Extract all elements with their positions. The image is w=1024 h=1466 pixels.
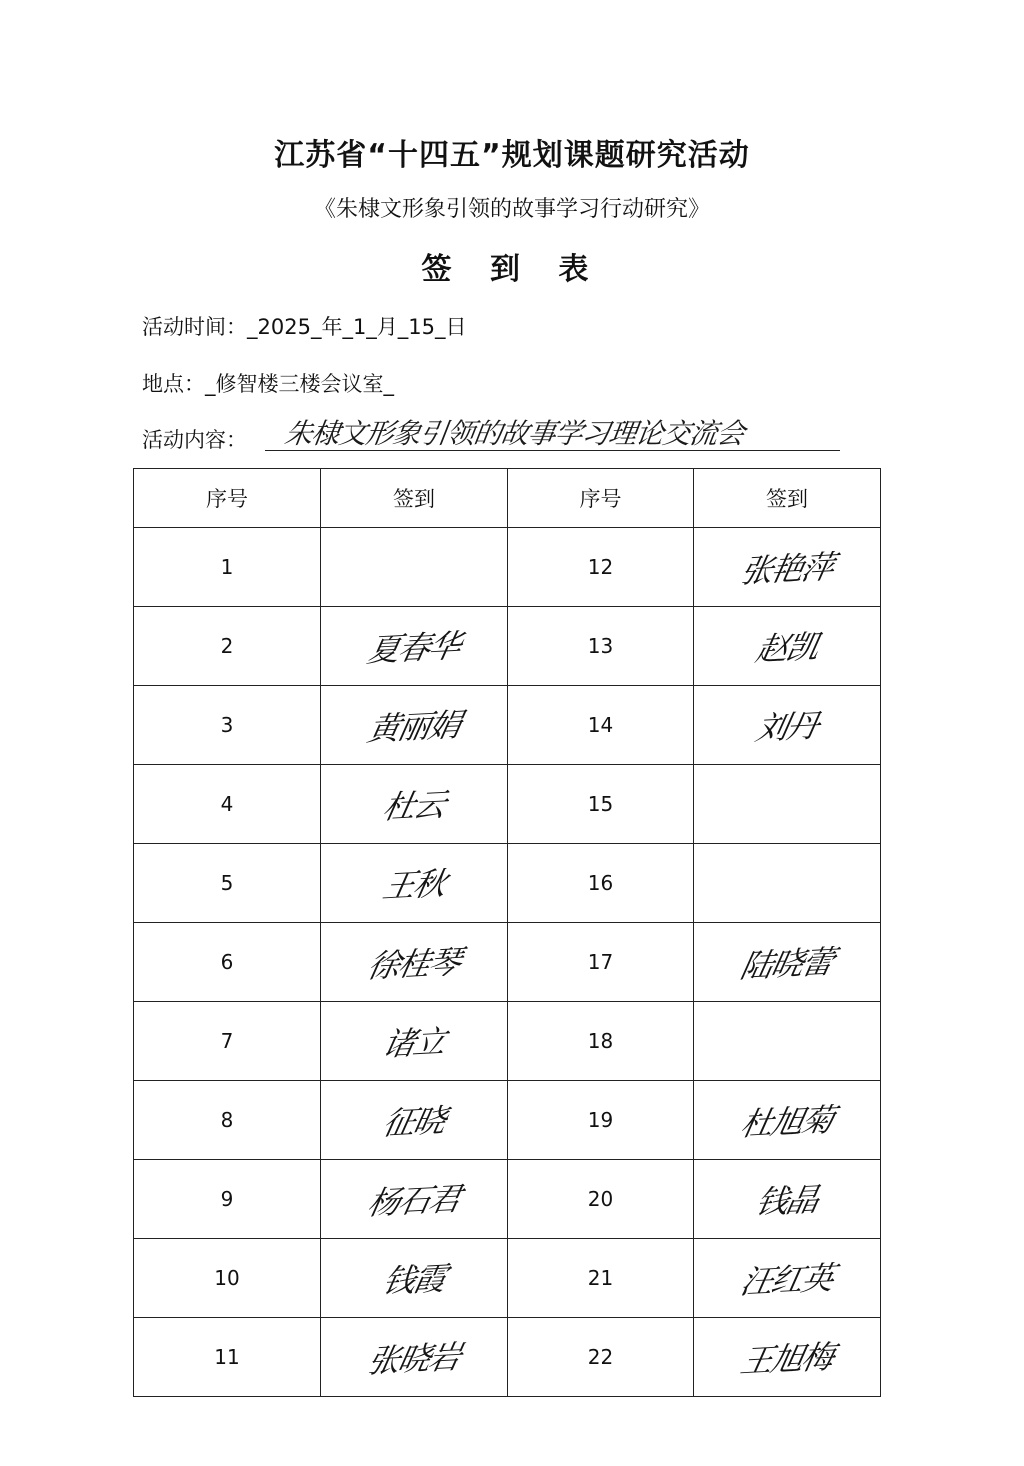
table-row (134, 1239, 881, 1318)
signature-left: 黄丽娟 (364, 705, 463, 749)
table-row (134, 528, 881, 607)
signature-left: 杨石君 (364, 1179, 463, 1223)
signature-left: 徐桂琴 (364, 942, 463, 986)
signature-right: 赵凯 (752, 627, 821, 669)
row-number-right: 21 (508, 1239, 694, 1318)
row-number-right: 18 (508, 1002, 694, 1081)
signature-right-cell (694, 1002, 881, 1081)
signature-right: 张艳萍 (737, 547, 836, 591)
row-number-left: 2 (134, 607, 321, 686)
table-row (134, 1081, 881, 1160)
signature-left-cell (321, 528, 508, 607)
signature-left-cell (321, 844, 508, 923)
signature-left-cell (321, 1002, 508, 1081)
table-row (134, 1318, 881, 1397)
signature-left-cell (321, 607, 508, 686)
row-number-right: 15 (508, 765, 694, 844)
signature-left: 诸立 (379, 1022, 448, 1064)
table-row (134, 1160, 881, 1239)
signature-left: 夏春华 (364, 626, 463, 670)
activity-content-handwritten: 朱棣文形象引领的故事学习理论交流会 (282, 417, 747, 450)
header-sign-left: 签到 (321, 469, 508, 528)
header-sign-right: 签到 (694, 469, 881, 528)
row-number-right: 16 (508, 844, 694, 923)
table-row (134, 765, 881, 844)
signature-left-cell (321, 1239, 508, 1318)
signature-left-cell (321, 686, 508, 765)
signature-right: 陆晓蕾 (737, 942, 836, 986)
activity-time: 活动时间：_2025_年_1_月_15_日 (142, 315, 467, 339)
row-number-left: 4 (134, 765, 321, 844)
row-number-right: 13 (508, 607, 694, 686)
signature-right-cell (694, 1318, 881, 1397)
row-number-left: 1 (134, 528, 321, 607)
table-row (134, 607, 881, 686)
signature-left: 张晓岩 (364, 1337, 463, 1381)
row-number-left: 9 (134, 1160, 321, 1239)
row-number-right: 22 (508, 1318, 694, 1397)
table-row (134, 923, 881, 1002)
signature-left: 征晓 (379, 1101, 448, 1143)
signature-right: 刘丹 (752, 706, 821, 748)
row-number-left: 3 (134, 686, 321, 765)
row-number-right: 20 (508, 1160, 694, 1239)
signature-right-cell (694, 923, 881, 1002)
signature-left-cell (321, 765, 508, 844)
row-number-right: 19 (508, 1081, 694, 1160)
table-row (134, 844, 881, 923)
signature-right-cell (694, 844, 881, 923)
activity-content-label: 活动内容： (142, 428, 247, 452)
activity-place: 地点：_修智楼三楼会议室_ (142, 372, 394, 396)
row-number-right: 14 (508, 686, 694, 765)
table-header-row (134, 469, 881, 528)
signature-left: 钱霞 (379, 1259, 448, 1301)
row-number-left: 5 (134, 844, 321, 923)
table-row (134, 686, 881, 765)
row-number-left: 11 (134, 1318, 321, 1397)
signature-right-cell (694, 765, 881, 844)
row-number-left: 10 (134, 1239, 321, 1318)
signature-right-cell (694, 686, 881, 765)
row-number-right: 17 (508, 923, 694, 1002)
signature-right-cell (694, 528, 881, 607)
signin-table (133, 468, 881, 1397)
signature-left-cell (321, 923, 508, 1002)
row-number-right: 12 (508, 528, 694, 607)
row-number-left: 7 (134, 1002, 321, 1081)
row-number-left: 6 (134, 923, 321, 1002)
signature-right-cell (694, 1081, 881, 1160)
signature-right-cell (694, 1160, 881, 1239)
signature-right: 杜旭菊 (737, 1100, 836, 1144)
project-subtitle: 《朱棣文形象引领的故事学习行动研究》 (313, 197, 710, 222)
row-number-left: 8 (134, 1081, 321, 1160)
signature-right: 汪红英 (737, 1258, 836, 1302)
header-index-left: 序号 (134, 469, 321, 528)
signature-left: 王秋 (379, 864, 448, 906)
sheet-title: 签 到 表 (421, 252, 603, 287)
content-underline (265, 450, 840, 451)
signature-left-cell (321, 1160, 508, 1239)
signature-left: 杜云 (379, 785, 448, 827)
signature-left-cell (321, 1081, 508, 1160)
signature-right-cell (694, 607, 881, 686)
signature-left-cell (321, 1318, 508, 1397)
header-index-right: 序号 (508, 469, 694, 528)
signature-right-cell (694, 1239, 881, 1318)
signature-right: 王旭梅 (737, 1337, 836, 1381)
table-row (134, 1002, 881, 1081)
page-title: 江苏省“十四五”规划课题研究活动 (274, 138, 750, 173)
signature-right: 钱晶 (752, 1180, 821, 1222)
